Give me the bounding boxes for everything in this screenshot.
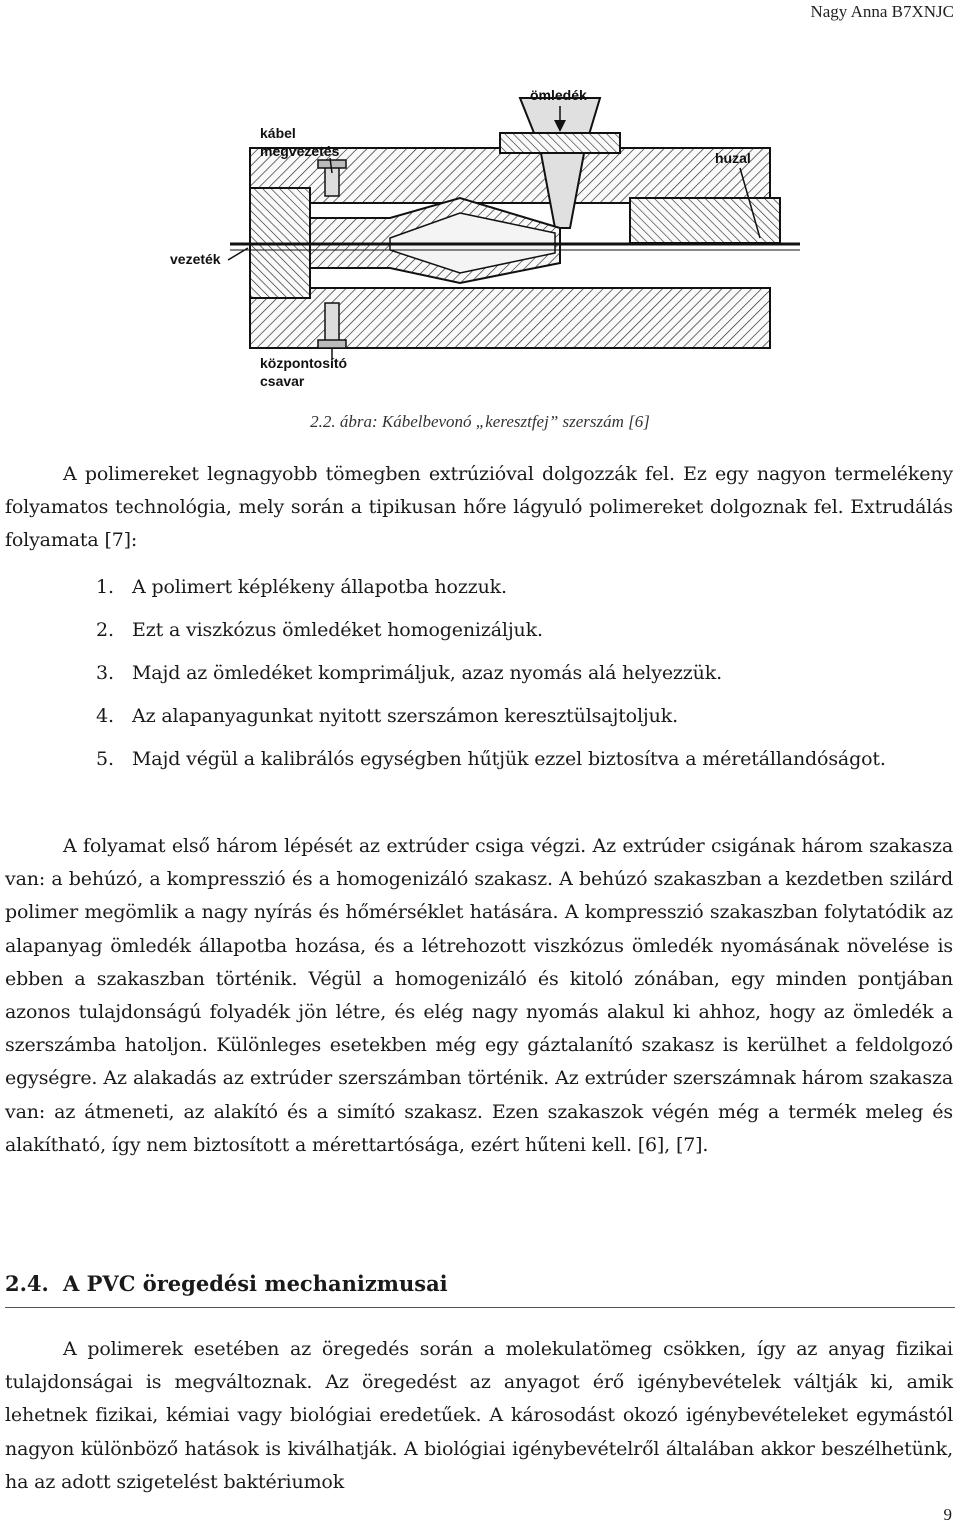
list-item: 4. Az alapanyagunkat nyitott szerszámon keresztülsajtoljuk. [96, 705, 678, 727]
figure-caption: 2.2. ábra: Kábelbevonó „keresztfej” szerszám [6] [310, 412, 650, 431]
label-cable-guide-1: kábel [260, 125, 296, 141]
section-title: A PVC öregedési mechanizmusai [63, 1271, 448, 1296]
page-header-author: Nagy Anna B7XNJC [810, 2, 954, 21]
section-heading [5, 1271, 448, 1296]
label-meltflow: ömledék [530, 87, 587, 103]
list-item: 5. Majd végül a kalibrálós egységben hűtjük ezzel biztosítva a méretállandóságot. [96, 748, 886, 770]
page-number: 9 [943, 1505, 952, 1524]
section-divider [5, 1307, 955, 1308]
crosshead-die-drawing [160, 78, 810, 408]
label-cable-guide-2: megvezetés [260, 143, 340, 159]
section-number: 2.4. [5, 1271, 49, 1296]
list-item: 1. A polimert képlékeny állapotba hozzuk. [96, 576, 507, 598]
extrusion-steps-list [96, 571, 953, 786]
list-item: 2. Ezt a viszkózus ömledéket homogenizáljuk. [96, 619, 543, 641]
list-item: 3. Majd az ömledéket komprimáljuk, azaz nyomás alá helyezzük. [96, 662, 722, 684]
paragraph-pvc-aging: A polimerek esetében az öregedés során a molekulatömeg csökken, így az anyag fizikai tulajdonságai is megváltoznak. Az öregedést az anyagot érő igénybevételek váltják ki, amik lehetnek fizikai, kémiai vagy biológiai eredetűek. A károsodást okozó igénybevételeket egymástól nagyon különböző hatások is kiválhatják. A biológiai igénybevételről általában akkor beszélhetünk, ha az adott szigetelést baktériumok [5, 1338, 953, 1493]
paragraph-extruder-screw: A folyamat első három lépését az extrúder csiga végzi. Az extrúder csigának három szakasza van: a behúzó, a kompresszió és a homogenizáló szakasz. A behúzó szakaszban a kezdetben szilárd polimer megömlik a nagy nyírás és hőmérséklet hatására. A kompresszió szakaszban folytatódik az alapanyag ömledék állapotba hozása, és a létrehozott viszkózus ömledék nyomásának növelése is ebben a szakaszban történik. Végül a homogenizáló és kitoló zónában, egy minden pontjában azonos tulajdonságú folyadék jön létre, és elég nagy nyomás alakul ki ahhoz, hogy az ömledék a szerszámba hatoljon. Különleges esetekben még egy gáztalanító szakasz is kerülhet a feldolgozó egységre. Az alakadás az extrúder szerszámban történik. Az extrúder szerszámnak három szakasza van: az átmeneti, az alakító és a simító szakasz. Ezen szakaszok végén még a termék meleg és alakítható, így nem biztosított a mérettartósága, ezért hűteni kell. [6], [7]. [5, 835, 953, 1156]
label-wire: huzal [715, 150, 751, 166]
paragraph-extrusion-intro: A polimereket legnagyobb tömegben extrúzióval dolgozzák fel. Ez egy nagyon termelékeny folyamatos technológia, mely során a tipikusan hőre lágyuló polimereket dolgoznak fel. Extrudálás folyamata [7]: [5, 463, 953, 552]
label-centering-screw-1: központosító [260, 355, 348, 371]
label-centering-screw-2: csavar [260, 373, 305, 389]
centering-screw [325, 303, 339, 343]
label-conductor: vezeték [170, 251, 221, 267]
